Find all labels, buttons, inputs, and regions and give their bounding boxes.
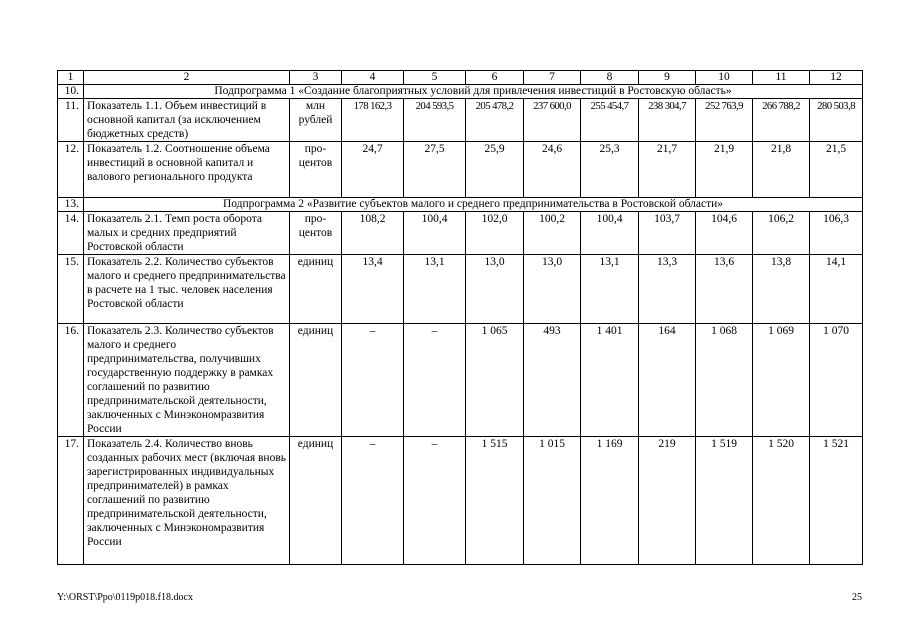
table-body [58,71,863,565]
row-number: 10. [58,85,84,99]
value-cell: 21,5 [810,142,863,198]
value-cell: 14,1 [810,255,863,324]
value-cell: – [342,437,404,565]
value-cell: 205 478,2 [466,99,524,142]
subprogram-title: Подпрограмма 2 «Развитие субъектов малого и среднего предпринимательства в Ростовской области» [84,198,863,212]
value-cell: 164 [639,324,696,437]
row-number: 11. [58,99,84,142]
row-number: 14. [58,212,84,255]
value-cell: 13,6 [696,255,753,324]
unit-cell: единиц [290,255,342,324]
value-cell: 100,4 [404,212,466,255]
column-number-cell: 3 [290,71,342,85]
value-cell: 24,7 [342,142,404,198]
indicator-name: Показатель 1.2. Соотношение объема инвестиций в основной капитал и валового регионального продукта [84,142,290,198]
value-cell: 21,8 [753,142,810,198]
value-cell: 25,3 [581,142,639,198]
unit-cell: единиц [290,437,342,565]
table-row [58,324,863,437]
value-cell: 1 065 [466,324,524,437]
value-cell: – [404,437,466,565]
value-cell: 178 162,3 [342,99,404,142]
value-cell: 1 069 [753,324,810,437]
value-cell: 1 068 [696,324,753,437]
row-number: 13. [58,198,84,212]
column-number-cell: 12 [810,71,863,85]
value-cell: 27,5 [404,142,466,198]
table-row [58,255,863,324]
value-cell: 1 521 [810,437,863,565]
value-cell: 1 401 [581,324,639,437]
value-cell: 21,9 [696,142,753,198]
column-number-cell: 2 [84,71,290,85]
header-row [58,71,863,85]
column-number-cell: 8 [581,71,639,85]
row-number: 17. [58,437,84,565]
value-cell: 102,0 [466,212,524,255]
value-cell: 106,2 [753,212,810,255]
unit-cell: про-центов [290,142,342,198]
value-cell: 100,2 [524,212,581,255]
table-row [58,212,863,255]
unit-cell: единиц [290,324,342,437]
value-cell: 1 169 [581,437,639,565]
subprogram-row [58,198,863,212]
value-cell: 1 070 [810,324,863,437]
value-cell: 493 [524,324,581,437]
page-number: 25 [852,592,862,603]
value-cell: 21,7 [639,142,696,198]
value-cell: 1 519 [696,437,753,565]
value-cell: 106,3 [810,212,863,255]
value-cell: 1 520 [753,437,810,565]
value-cell: 13,1 [581,255,639,324]
value-cell: 204 593,5 [404,99,466,142]
table-row [58,99,863,142]
column-number-cell: 9 [639,71,696,85]
table-row [58,437,863,565]
unit-cell: про-центов [290,212,342,255]
value-cell: 238 304,7 [639,99,696,142]
row-number: 16. [58,324,84,437]
value-cell: 1 515 [466,437,524,565]
indicator-name: Показатель 1.1. Объем инвестиций в основной капитал (за исключением бюджетных средств) [84,99,290,142]
value-cell: 100,4 [581,212,639,255]
value-cell: 13,0 [466,255,524,324]
value-cell: 219 [639,437,696,565]
column-number-cell: 7 [524,71,581,85]
value-cell: – [404,324,466,437]
indicator-name: Показатель 2.2. Количество субъектов малого и среднего предпринимательства в расчете на 1 тыс. человек населения Ростовской области [84,255,290,324]
value-cell: 13,3 [639,255,696,324]
column-number-cell: 11 [753,71,810,85]
value-cell: 13,0 [524,255,581,324]
table-row [58,142,863,198]
value-cell: 13,8 [753,255,810,324]
value-cell: 237 600,0 [524,99,581,142]
footer-file-path: Y:\ORST\Ppo\0119p018.f18.docx [57,592,193,603]
indicators-table [57,70,863,565]
column-number-cell: 5 [404,71,466,85]
value-cell: 13,4 [342,255,404,324]
column-number-cell: 10 [696,71,753,85]
value-cell: 13,1 [404,255,466,324]
column-number-cell: 1 [58,71,84,85]
row-number: 12. [58,142,84,198]
value-cell: 266 788,2 [753,99,810,142]
value-cell: 255 454,7 [581,99,639,142]
value-cell: – [342,324,404,437]
subprogram-title: Подпрограмма 1 «Создание благоприятных условий для привлечения инвестиций в Ростовскую область» [84,85,863,99]
value-cell: 280 503,8 [810,99,863,142]
value-cell: 103,7 [639,212,696,255]
value-cell: 108,2 [342,212,404,255]
unit-cell: млн рублей [290,99,342,142]
value-cell: 24,6 [524,142,581,198]
indicator-name: Показатель 2.4. Количество вновь созданных рабочих мест (включая вновь зарегистрированных индивидуальных предпринимателей) в рамках соглашений по развитию предпринимательской деятельности, заключенных с Минэкономразвития России [84,437,290,565]
column-number-cell: 4 [342,71,404,85]
value-cell: 25,9 [466,142,524,198]
row-number: 15. [58,255,84,324]
indicator-name: Показатель 2.1. Темп роста оборота малых и средних предприятий Ростовской области [84,212,290,255]
subprogram-row [58,85,863,99]
indicator-name: Показатель 2.3. Количество субъектов малого и среднего предпринимательства, получивших государственную поддержку в рамках соглашений по развитию предпринимательской деятельности, заключенных с Минэкономразвития России [84,324,290,437]
value-cell: 1 015 [524,437,581,565]
value-cell: 104,6 [696,212,753,255]
value-cell: 252 763,9 [696,99,753,142]
column-number-cell: 6 [466,71,524,85]
